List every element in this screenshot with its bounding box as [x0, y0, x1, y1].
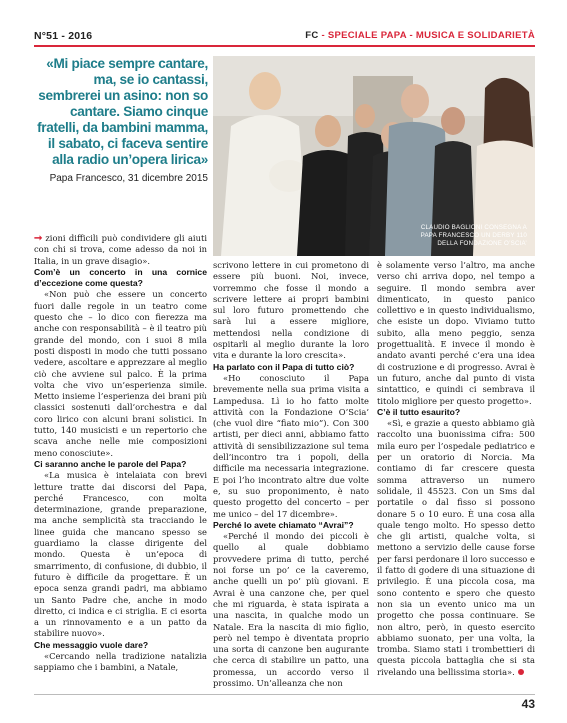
- article-paragraph: [34, 289, 207, 458]
- article-paragraph: [34, 233, 207, 267]
- paragraph-text: «Non può che essere un concerto fuori dalle regole in un teatro come questo che – lo dico con fierezza ma anche con responsabilità – è il teatro più grande del mondo, con i suoi 8 mila posti disposti in modo che tutti possano vedere, ascoltare e apprezzare al meglio ciò che avviene sul palco. È la prima volta che vivo un’esperienza simile. Metto insieme l’esperienza dei brani più classici sostenuti dall’orchestra e dal coro lirico con alcuni brani solistici. In tutto, 140 musicisti e un repertorio che scava anche nelle mie composizioni meno conosciute».: [34, 289, 207, 458]
- article-paragraph: [213, 531, 369, 689]
- photo-caption: CLAUDIO BAGLIONI CONSEGNA A PAPA FRANCESCO UN DERBY 110 DELLA FONDAZIONE O’SCIA’: [420, 224, 527, 247]
- paragraph-text: «Cercando nella tradizione natalizia sappiamo che i bambini, a Natale,: [34, 650, 207, 673]
- page-number: 43: [521, 697, 535, 711]
- article-column-2: [213, 260, 369, 689]
- paragraph-text: «Perché il mondo dei piccoli è quello al quale dobbiamo provvedere prima di tutto, perché noi forse un po’ ce la caveremo, anche quelli un po’ più giovani. E Avrai è una canzone che, per quel che mi riguarda, è stata ispirata a una nascita, in qualche modo un Natale. Era la nascita di mio figlio, però nel tempo è diventata proprio una sorta di canzone ben augurante che cerca di stabilire un patto, una promessa, un accordo verso il prossimo. Un’alleanza che non: [213, 531, 369, 688]
- paragraph-text: scrivono lettere in cui prometono di essere più buoni. Noi, invece, vorremmo che fosse il mondo a scrivere lettere ai propri bambini sul loro futuro promettendo che sarà lui a essere migliore, mettendosi nella condizione di ospitarli al meglio durante la loro vita e durante la loro crescita».: [213, 260, 369, 361]
- arrow-bullet-icon: ➞: [34, 233, 43, 244]
- article-photo: [213, 56, 535, 256]
- article-paragraph: [34, 651, 207, 674]
- interview-question: Perché lo avete chiamato “Avrai”?: [213, 519, 354, 530]
- article-paragraph: [213, 373, 369, 520]
- header-rule: [34, 45, 535, 47]
- paragraph-text: «La musica è intelaiata con brevi letture tratte dai discorsi del Papa, perché Francesco, con molta determinazione, grande preparazione, ma anche semplicità sta tracciando le linee guida che mancano spesso se guardiamo la classe dirigente del mondo. Questa è un’epoca di smarrimento, di confusione, di dubbio, il futuro è difficile da progettare. È un epoca senza grandi padri, ma abbiamo un Santo Padre che, anche in modo diretto, ci indica e ci striglia. E ci esorta a un rinnovamento e a un patto da stabilire nuovo».: [34, 470, 207, 639]
- publication-name: FC: [305, 30, 319, 41]
- article-paragraph: [34, 470, 207, 639]
- article-paragraph: [213, 260, 369, 362]
- interview-question: Ha parlato con il Papa di tutto ciò?: [213, 361, 355, 372]
- interview-question: Com’è un concerto in una cornice d’eccezione come questa?: [34, 266, 207, 289]
- interview-question: Che messaggio vuole dare?: [34, 639, 149, 650]
- issue-number: N°51 - 2016: [34, 30, 93, 42]
- paragraph-text: «Ho conosciuto il Papa brevemente nella sua prima visita a Lampedusa. Lì io ho fatto molte attività con la Fondazione O’Scia’ (che vuol dire “fiato mio”). Con 300 artisti, per dieci anni, abbiamo fatto attività di sensibilizzazione sul tema dell’incontro tra i popoli, della difficile ma necessaria integrazione. E poi l’ho incontrato altre due volte e, su suo proponimento, è nato questo progetto del concerto – per me unico – del 17 dicembre».: [213, 372, 369, 519]
- article-paragraph: [377, 260, 535, 407]
- section-name: SPECIALE PAPA - MUSICA E SOLIDARIETÀ: [327, 30, 535, 41]
- article-column-1: [34, 233, 207, 674]
- paragraph-text: «Sì, e grazie a questo abbiamo già raccolto una buonissima cifra: 500 mila euro per l’ospedale pediatrico e per un oratorio di Norcia. Ma contiamo di far crescere questa somma attraverso un numero solidale, il 45523. Con un Sms dal portatile o dal fisso si possono donare 5 o 10 euro. È una cosa alla quale tengo molto. Ho spesso detto che gli artisti, qualche volta, si mettono a servizio delle cause forse per farsi perdonare il loro successo e il fatto di godere di una situazione di privilegio. È una piccola cosa, ma sono contento e spero che questo non sia un evento unico ma un progetto che possa continuare. Se non altro, però, in questo esercito abbiamo suonato, per una volta, la tromba. Siamo stati i trombettieri di questa piccola battaglia che si sta rivelando una bellissima storia».: [377, 418, 535, 677]
- end-dot-icon: [518, 669, 524, 675]
- pull-quote-author: Papa Francesco, 31 dicembre 2015: [49, 173, 208, 184]
- interview-question: Ci saranno anche le parole del Papa?: [34, 458, 187, 469]
- article-column-3: [377, 260, 535, 678]
- section-title: [305, 30, 535, 41]
- interview-question: C’è il tutto esaurito?: [377, 406, 461, 417]
- footer-rule: [34, 694, 535, 695]
- pull-quote: [34, 56, 208, 234]
- page-header: [0, 0, 567, 56]
- paragraph-text: è solamente verso l’altro, ma anche verso chi arriva dopo, nel tempo a seguire. Il mondo sembra aver dimenticato, in questo panico collettivo e in questo individualismo, che esiste un dopo. Viviamo tutto subito, alla meno peggio, senza progettualità. E invece il mondo è andato avanti perché c’era una idea di costruzione e di progresso. Avrai è un futuro, anche dal punto di vista sintattico, e quindi ci sembrava il titolo migliore per questo progetto».: [377, 260, 535, 406]
- pull-quote-text: «Mi piace sempre cantare, ma, se io cantassi, sembrerei un asino: non so cantare. Siamo cinque fratelli, da bambini mamma, il sabato, ci faceva sentire alla radio un’opera lirica»: [37, 56, 208, 167]
- article-paragraph: [377, 418, 535, 678]
- section-separator: -: [318, 30, 328, 41]
- paragraph-text: zioni difficili può condividere gli aiuti con chi si trova, come adesso da noi in Italia, in un grave disagio».: [34, 233, 207, 266]
